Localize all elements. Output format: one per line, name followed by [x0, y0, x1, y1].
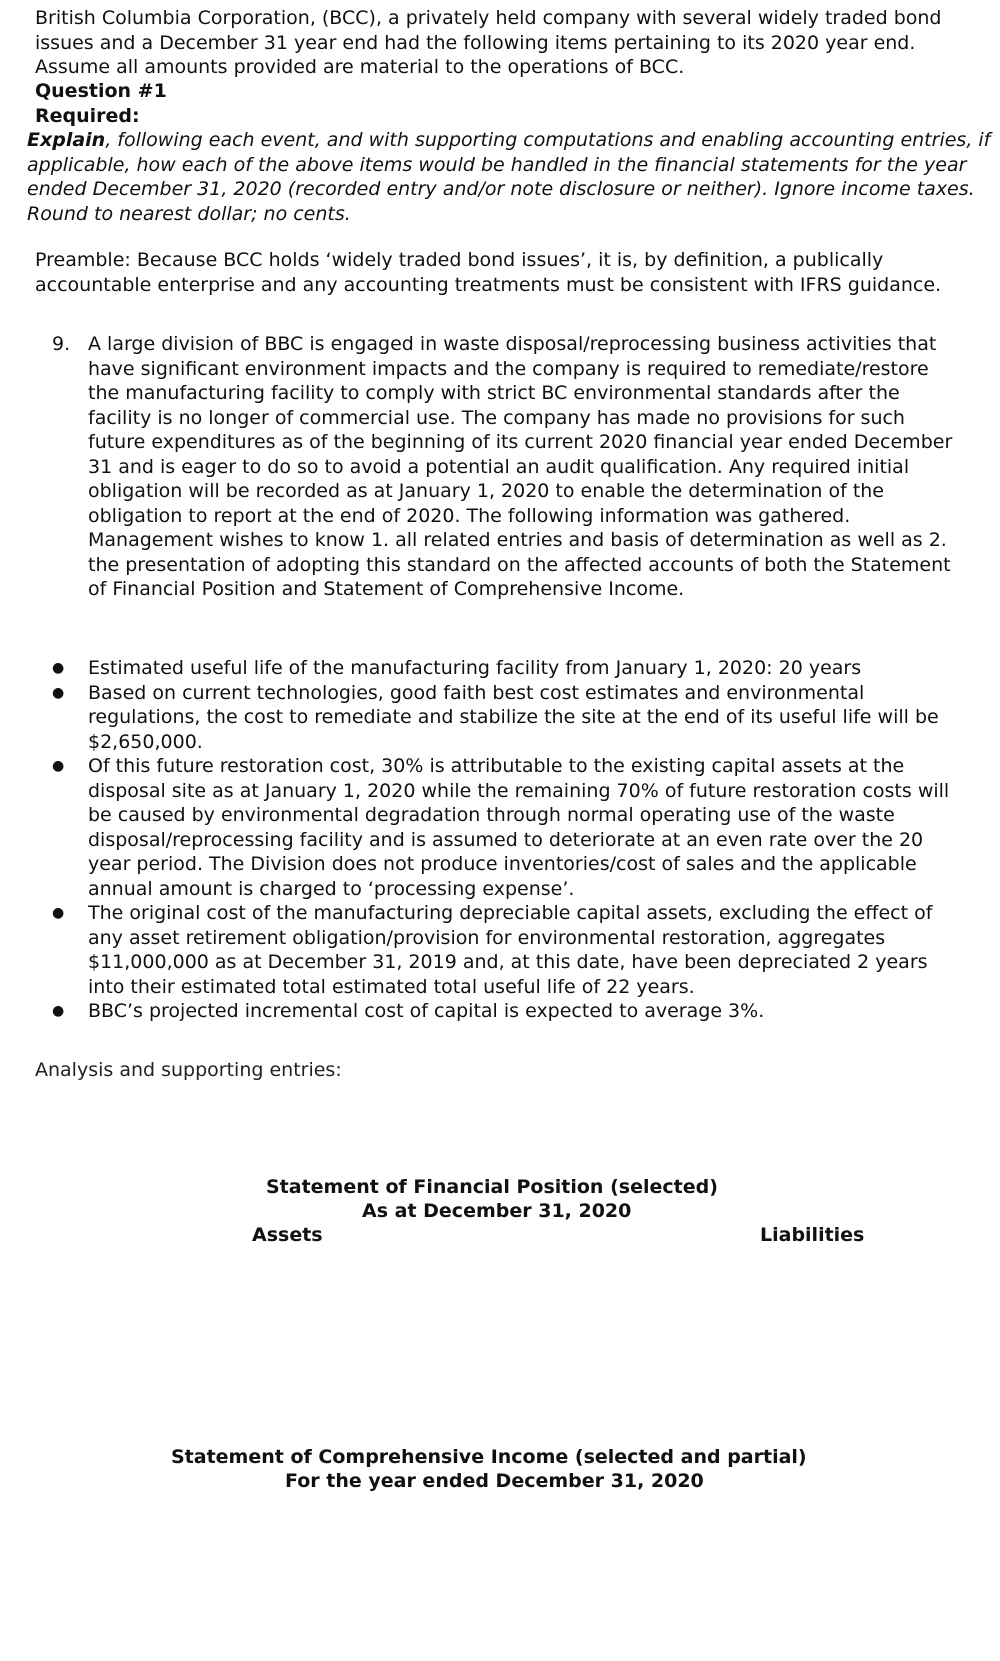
intro-paragraph: British Columbia Corporation, (BCC), a privately held company with several widely traded bond issues and a December 31 year end had the following items pertaining to its 2020 year end. Assume all amounts provided are material to the operations of BCC.: [35, 7, 942, 78]
bullet-text: Of this future restoration cost, 30% is attributable to the existing capital assets at the disposal site as at January 1, 2020 while the remaining 70% of future restoration costs will be caused by environmental degradation through normal operating use of the waste disposal/reprocessing facility and is assumed to deteriorate at an even rate over the 20 year period. The Division does not produce inventories/cost of sales and the applicable annual amount is charged to ‘processing expense’.: [88, 755, 950, 900]
sfp-subtitle: As at December 31, 2020: [362, 1200, 632, 1222]
facts-bullet-list: [52, 656, 962, 1024]
bullet-item: [52, 999, 962, 1024]
liabilities-heading: Liabilities: [760, 1224, 865, 1246]
explain-lead: Explain: [27, 129, 106, 151]
bullet-item: [52, 656, 962, 681]
analysis-label: Analysis and supporting entries:: [35, 1059, 342, 1081]
bullet-item: [52, 754, 962, 901]
bullet-text: Estimated useful life of the manufacturing facility from January 1, 2020: 20 years: [88, 657, 862, 679]
sci-title: Statement of Comprehensive Income (selected and partial): [171, 1446, 807, 1468]
required-label: Required:: [35, 105, 140, 127]
preamble-paragraph: Preamble: Because BCC holds ‘widely traded bond issues’, it is, by definition, a publically accountable enterprise and any accounting treatments must be consistent with IFRS guidance.: [35, 249, 942, 296]
bullet-text: The original cost of the manufacturing depreciable capital assets, excluding the effect of any asset retirement obligation/provision for environmental restoration, aggregates $11,000,000 as at December 31, 2019 and, at this date, have been depreciated 2 years into their estimated total estimated total useful life of 22 years.: [88, 902, 933, 998]
bullet-dot-icon: ●: [52, 758, 65, 774]
sfp-title: Statement of Financial Position (selected): [266, 1176, 718, 1198]
bullet-text: Based on current technologies, good faith best cost estimates and environmental regulations, the cost to remediate and stabilize the site at the end of its useful life will be $2,650,000.: [88, 681, 939, 753]
bullet-item: [52, 681, 962, 755]
bullet-dot-icon: ●: [52, 1003, 65, 1019]
bullet-dot-icon: ●: [52, 660, 65, 676]
bullet-item: [52, 901, 962, 999]
sci-subtitle: For the year ended December 31, 2020: [285, 1470, 704, 1492]
item-9-number: 9.: [52, 333, 71, 355]
explain-rest: , following each event, and with supporting computations and enabling accounting entries, if applicable, how each of the above items would be handled in the financial statements for the year ended December 31, 2020 (recorded entry and/or note disclosure or neither). Ignore income taxes. Round to nearest dollar; no cents.: [27, 129, 991, 225]
bullet-dot-icon: ●: [52, 684, 65, 701]
bullet-text: BBC’s projected incremental cost of capital is expected to average 3%.: [88, 1000, 765, 1022]
bullet-dot-icon: ●: [52, 905, 65, 921]
assets-heading: Assets: [252, 1224, 323, 1246]
explain-instructions: [27, 128, 992, 226]
question-label: Question #1: [35, 80, 167, 102]
item-9-text: A large division of BBC is engaged in waste disposal/reprocessing business activities that have significant environment impacts and the company is required to remediate/restore the manufacturing facility to comply with strict BC environmental standards after the facility is no longer of commercial use. The company has made no provisions for such future expenditures as of the beginning of its current 2020 financial year ended December 31 and is eager to do so to avoid a potential an audit qualification. Any required initial obligation will be recorded as at January 1, 2020 to enable the determination of the obligation to report at the end of 2020. The following information was gathered. Management wishes to know 1. all related entries and basis of determination as well as 2. the presentation of adopting this standard on the affected accounts of both the Statement of Financial Position and Statement of Comprehensive Income.: [88, 333, 953, 600]
